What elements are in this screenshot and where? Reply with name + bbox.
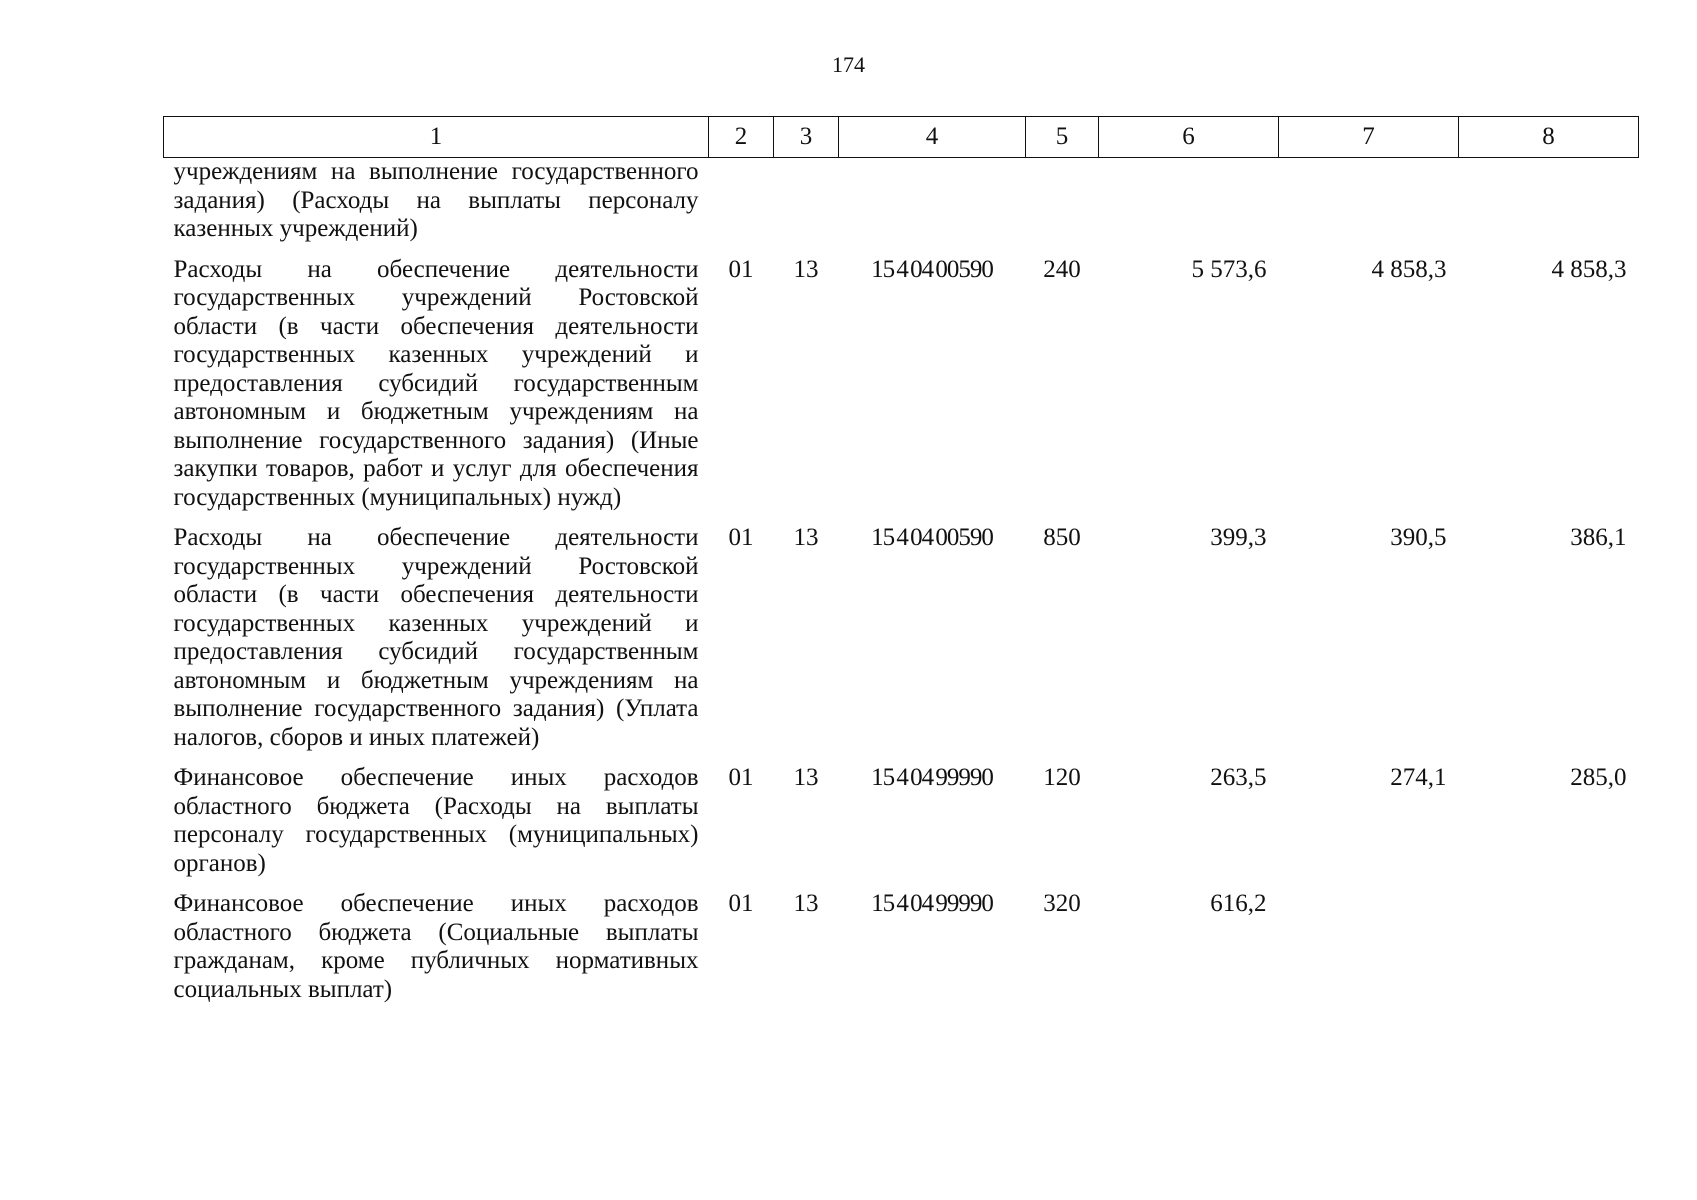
row-description: Расходы на обеспечение деятельности государственных учреждений Ростовской области (в части обеспечения деятельности государственных казенных учреждений и предоставления субсидий государственным автономным и бюджетным учреждениям на выполнение государственного задания) (Уплата налогов, сборов и иных платежей) (173, 524, 699, 751)
header-col-4: 4 (839, 117, 1026, 158)
row-expense-type: 850 (1043, 524, 1081, 551)
header-col-8: 8 (1459, 117, 1639, 158)
row-amount-col7: 390,5 (1390, 524, 1447, 551)
row-expense-type: 240 (1043, 255, 1081, 283)
row-amount-col7: 274,1 (1390, 764, 1447, 791)
row-subsection: 13 (793, 255, 819, 283)
row-target-article: 15 4 04 99990 (871, 890, 993, 917)
row-amount-col6: 263,5 (1210, 764, 1267, 791)
header-col-7: 7 (1279, 117, 1459, 158)
row-subsection: 13 (793, 524, 819, 551)
page-number: 174 (832, 52, 865, 77)
table-row (164, 522, 1639, 762)
row-amount-col8: 4 858,3 (1551, 255, 1627, 283)
header-col-6: 6 (1099, 117, 1279, 158)
table-body (164, 158, 1639, 1015)
row-section: 01 (728, 890, 754, 917)
row-expense-type: 320 (1043, 890, 1081, 917)
budget-table (163, 116, 1639, 1014)
table-row (164, 254, 1639, 523)
row-amount-col6: 5 573,6 (1191, 255, 1267, 283)
row-amount-col8: 285,0 (1570, 764, 1627, 791)
continuation-description: учреждениям на выполнение государственного задания) (Расходы на выплаты персоналу казенных учреждений) (173, 158, 699, 242)
row-subsection: 13 (793, 764, 819, 791)
row-section: 01 (728, 255, 754, 283)
row-target-article: 15 4 04 99990 (871, 764, 993, 791)
header-col-5: 5 (1026, 117, 1099, 158)
row-amount-col6: 616,2 (1210, 890, 1267, 917)
row-target-article: 15 4 04 00590 (871, 255, 993, 283)
row-section: 01 (728, 524, 754, 551)
row-description: Расходы на обеспечение деятельности государственных учреждений Ростовской области (в части обеспечения деятельности государственных казенных учреждений и предоставления субсидий государственным автономным и бюджетным учреждениям на выполнение государственного задания) (Иные закупки товаров, работ и услуг для обеспечения государственных (муниципальных) нужд) (173, 255, 699, 511)
header-col-1: 1 (164, 117, 709, 158)
row-description: Финансовое обеспечение иных расходов областного бюджета (Социальные выплаты гражданам, кроме публичных нормативных социальных выплат) (173, 890, 699, 1003)
row-amount-col8: 386,1 (1570, 524, 1627, 551)
header-col-3: 3 (774, 117, 839, 158)
row-amount-col6: 399,3 (1210, 524, 1267, 551)
table-header (164, 117, 1639, 158)
table-row (164, 888, 1639, 1014)
table-row (164, 762, 1639, 888)
row-amount-col7 (1279, 888, 1459, 1014)
header-col-2: 2 (709, 117, 774, 158)
row-subsection: 13 (793, 890, 819, 917)
row-section: 01 (728, 764, 754, 791)
header-row (164, 117, 1639, 158)
row-description: Финансовое обеспечение иных расходов областного бюджета (Расходы на выплаты персоналу государственных (муниципальных) органов) (173, 764, 699, 877)
row-amount-col8 (1459, 888, 1639, 1014)
table-row-continuation (164, 158, 1639, 254)
row-target-article: 15 4 04 00590 (871, 524, 993, 551)
row-amount-col7: 4 858,3 (1371, 255, 1447, 283)
row-expense-type: 120 (1043, 764, 1081, 791)
